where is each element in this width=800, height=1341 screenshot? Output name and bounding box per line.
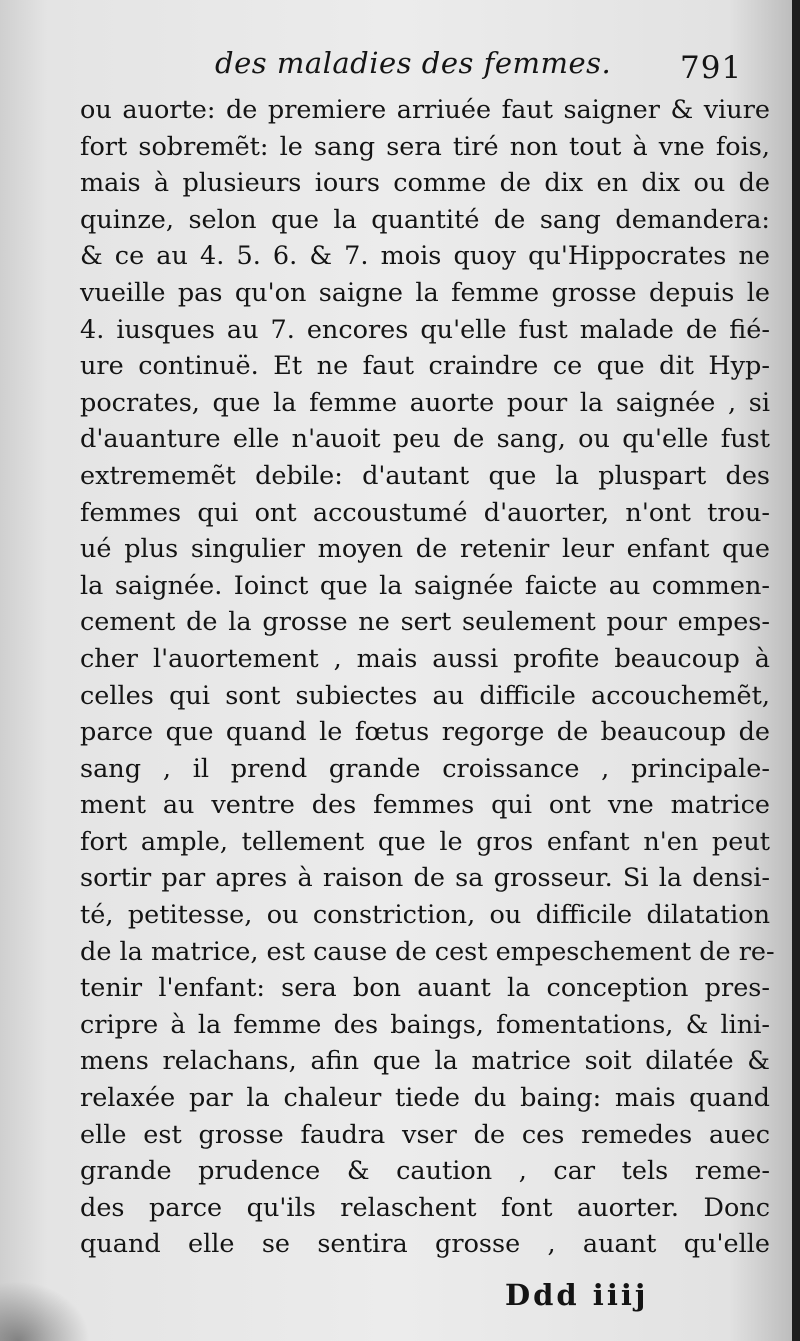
text-line: cher l'auortement , mais aussi profite beaucoup à xyxy=(80,643,770,674)
signature-mark: Ddd iiij xyxy=(505,1278,649,1312)
text-line: ou auorte: de premiere arriuée faut saigner & viure xyxy=(80,95,770,125)
text-line: quinze, selon que la quantité de sang demandera: xyxy=(80,204,770,235)
text-line: cement de la grosse ne sert seulement pour empes- xyxy=(80,607,770,638)
text-line: mens relachans, afin que la matrice soit dilatée & xyxy=(80,1046,770,1077)
text-line: cripre à la femme des baings, fomentations, & lini- xyxy=(80,1009,770,1040)
text-line: & ce au 4. 5. 6. & 7. mois quoy qu'Hippocrates ne xyxy=(80,241,770,272)
page-stain xyxy=(0,1281,90,1341)
body-text xyxy=(80,92,775,1263)
text-line: celles qui sont subiectes au difficile accouchemẽt, xyxy=(80,680,770,711)
text-line: vueille pas qu'on saigne la femme grosse depuis le xyxy=(80,277,770,308)
text-line: tenir l'enfant: sera bon auant la conception pres- xyxy=(80,973,770,1004)
text-line: quand elle se sentira grosse , auant qu'elle xyxy=(80,1229,770,1260)
text-line: ué plus singulier moyen de retenir leur enfant que xyxy=(80,534,770,565)
text-line: relaxée par la chaleur tiede du baing: mais quand xyxy=(80,1083,770,1114)
text-line: d'auanture elle n'auoit peu de sang, ou qu'elle fust xyxy=(80,424,770,455)
text-line: la saignée. Ioinct que la saignée faicte au commen- xyxy=(80,570,770,601)
text-line: fort sobremẽt: le sang sera tiré non tout à vne fois, xyxy=(80,131,770,162)
page-number: 791 xyxy=(680,50,743,86)
text-line: parce que quand le fœtus regorge de beaucoup de xyxy=(80,717,770,748)
text-line: sang , il prend grande croissance , principale- xyxy=(80,753,770,784)
text-line: té, petitesse, ou constriction, ou difficile dilatation xyxy=(80,900,770,931)
text-line: des parce qu'ils relaschent font auorter. Donc xyxy=(80,1192,770,1223)
text-line: grande prudence & caution , car tels reme- xyxy=(80,1156,770,1187)
text-line: femmes qui ont accoustumé d'auorter, n'ont trou- xyxy=(80,497,770,528)
text-line: pocrates, que la femme auorte pour la saignée , si xyxy=(80,387,770,418)
text-line: sortir par apres à raison de sa grosseur. Si la densi- xyxy=(80,863,770,894)
text-line: fort ample, tellement que le gros enfant n'en peut xyxy=(80,826,770,857)
text-line: 4. iusques au 7. encores qu'elle fust malade de fié- xyxy=(80,314,770,345)
page-edge-shadow xyxy=(792,0,800,1341)
text-line: elle est grosse faudra vser de ces remedes auec xyxy=(80,1119,770,1150)
text-line: de la matrice, est cause de cest empeschement de re- xyxy=(80,936,775,967)
page-header xyxy=(0,42,792,92)
running-title: des maladies des femmes. xyxy=(215,46,612,80)
text-line: ure continuë. Et ne faut craindre ce que dit Hyp- xyxy=(80,351,770,382)
text-line: ment au ventre des femmes qui ont vne matrice xyxy=(80,790,770,821)
text-line: extrememẽt debile: d'autant que la pluspart des xyxy=(80,460,770,491)
text-line: mais à plusieurs iours comme de dix en dix ou de xyxy=(80,168,770,199)
